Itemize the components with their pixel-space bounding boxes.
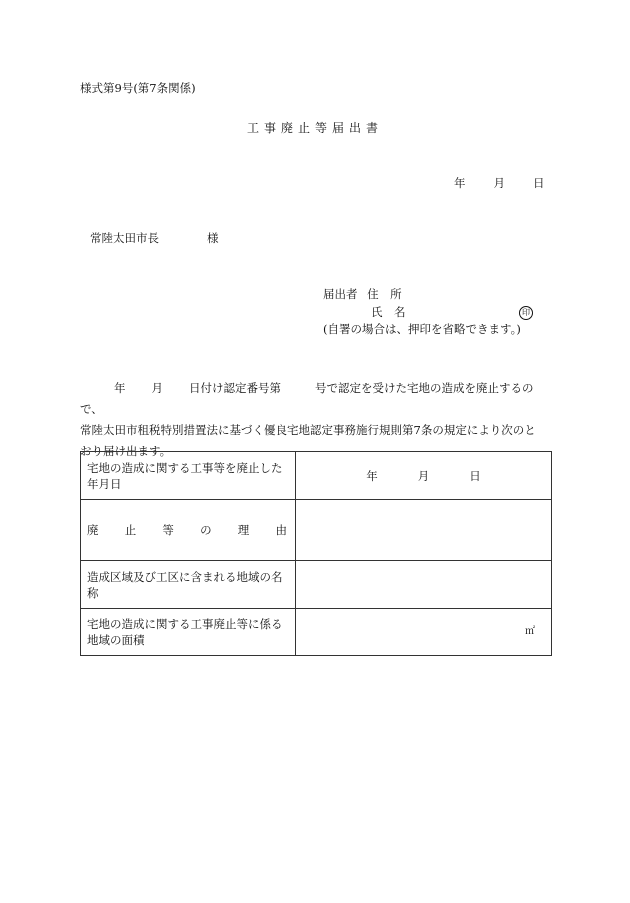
addressee-honorific: 様: [207, 231, 219, 245]
cell-label: 宅地の造成に関する工事廃止等に係る地域の面積: [81, 609, 296, 656]
cell-value-area-name[interactable]: [296, 561, 552, 609]
details-table: [80, 451, 552, 656]
notifier-block: [323, 286, 530, 339]
cell-value-reason[interactable]: [296, 500, 552, 561]
table-row: [81, 500, 552, 561]
body-go-text: 号で認定を受けた宅地の造成を廃止するので、: [80, 381, 534, 416]
form-number: 様式第9号(第7条関係): [80, 81, 196, 95]
body-month: 月: [151, 381, 163, 395]
name-label: 氏 名: [371, 304, 406, 319]
spread-char: 由: [275, 523, 287, 537]
body-text: [80, 378, 556, 462]
submission-date: [454, 175, 545, 191]
body-line-3: おり届け出ます。: [80, 444, 172, 458]
cell-value-date[interactable]: [296, 452, 552, 500]
date-day: 日: [533, 176, 545, 190]
spread-char: 等: [162, 523, 174, 537]
addressee-name: 常陸太田市長: [90, 231, 159, 245]
table-row: [81, 561, 552, 609]
spread-char: の: [200, 523, 212, 537]
date-month: 月: [493, 176, 505, 190]
area-unit: ㎡: [525, 626, 535, 637]
value-month: 月: [417, 468, 430, 483]
body-day-cert: 日付け認定番号第: [189, 381, 281, 395]
address-label: 住 所: [367, 287, 402, 301]
spread-char: 理: [237, 523, 250, 537]
cell-label: 造成区域及び工区に含まれる地域の名称: [81, 561, 296, 609]
cell-label: 宅地の造成に関する工事等を廃止した年月日: [81, 452, 296, 500]
spread-char: 廃: [87, 523, 99, 537]
date-year: 年: [454, 176, 466, 190]
table-row: [81, 452, 552, 500]
spread-char: 止: [124, 523, 137, 537]
document-title: 工事廃止等届出書: [247, 121, 384, 135]
notifier-label: 届出者: [323, 287, 358, 301]
seal-note: (自署の場合は、押印を省略できます。): [323, 322, 521, 336]
value-day: 日: [469, 468, 481, 483]
body-year: 年: [114, 381, 126, 395]
table-row: [81, 609, 552, 656]
body-line-2: 常陸太田市租税特別措置法に基づく優良宅地認定事務施行規則第7条の規定により次のと: [80, 423, 536, 437]
addressee: [90, 230, 219, 246]
value-year: 年: [366, 468, 378, 483]
cell-value-area[interactable]: [296, 609, 552, 656]
seal-mark: 印: [519, 306, 533, 320]
cell-label: [81, 500, 296, 561]
